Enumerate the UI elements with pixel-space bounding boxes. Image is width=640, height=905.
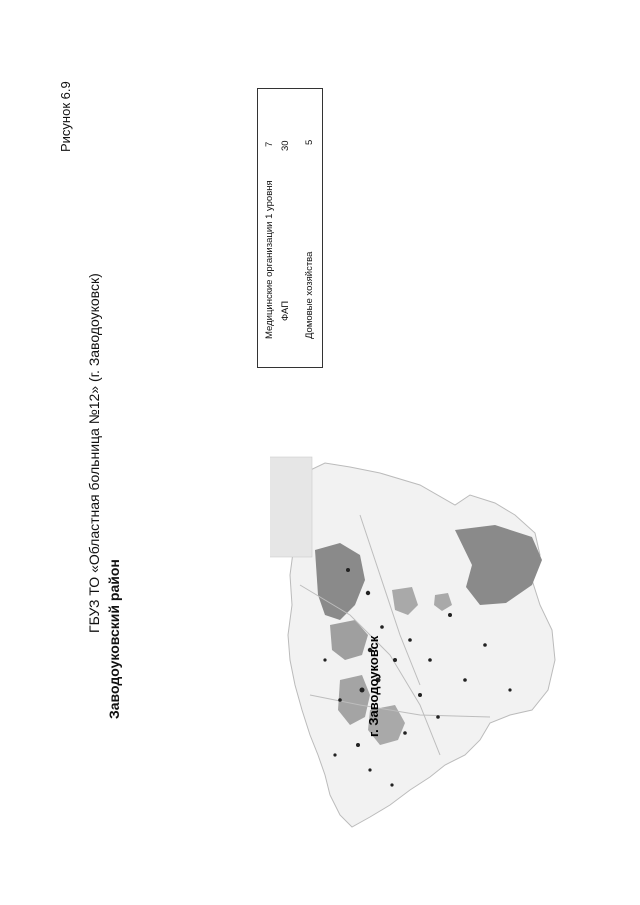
- district-name: Заводоуковский район: [106, 559, 122, 719]
- district-map: [270, 455, 560, 835]
- legend-label-medical: Медицинские организации 1 уровня: [264, 180, 275, 339]
- legend-label-fap: ФАП: [280, 300, 291, 321]
- legend-value-medical: 7: [264, 141, 275, 147]
- page-title: ГБУЗ ТО «Областная больница №12» (г. Заводоуковск): [86, 273, 102, 633]
- district-map-svg: [270, 455, 560, 835]
- town-label: г. Заводоуковск: [366, 635, 381, 737]
- map-legend: [257, 88, 323, 368]
- district-boundary: [288, 463, 555, 827]
- legend-value-fap: 30: [280, 140, 291, 151]
- legend-label-households: Домовые хозяйства: [304, 251, 315, 339]
- legend-value-households: 5: [304, 139, 315, 145]
- northern-block: [270, 457, 312, 557]
- figure-label: Рисунок 6.9: [58, 81, 73, 152]
